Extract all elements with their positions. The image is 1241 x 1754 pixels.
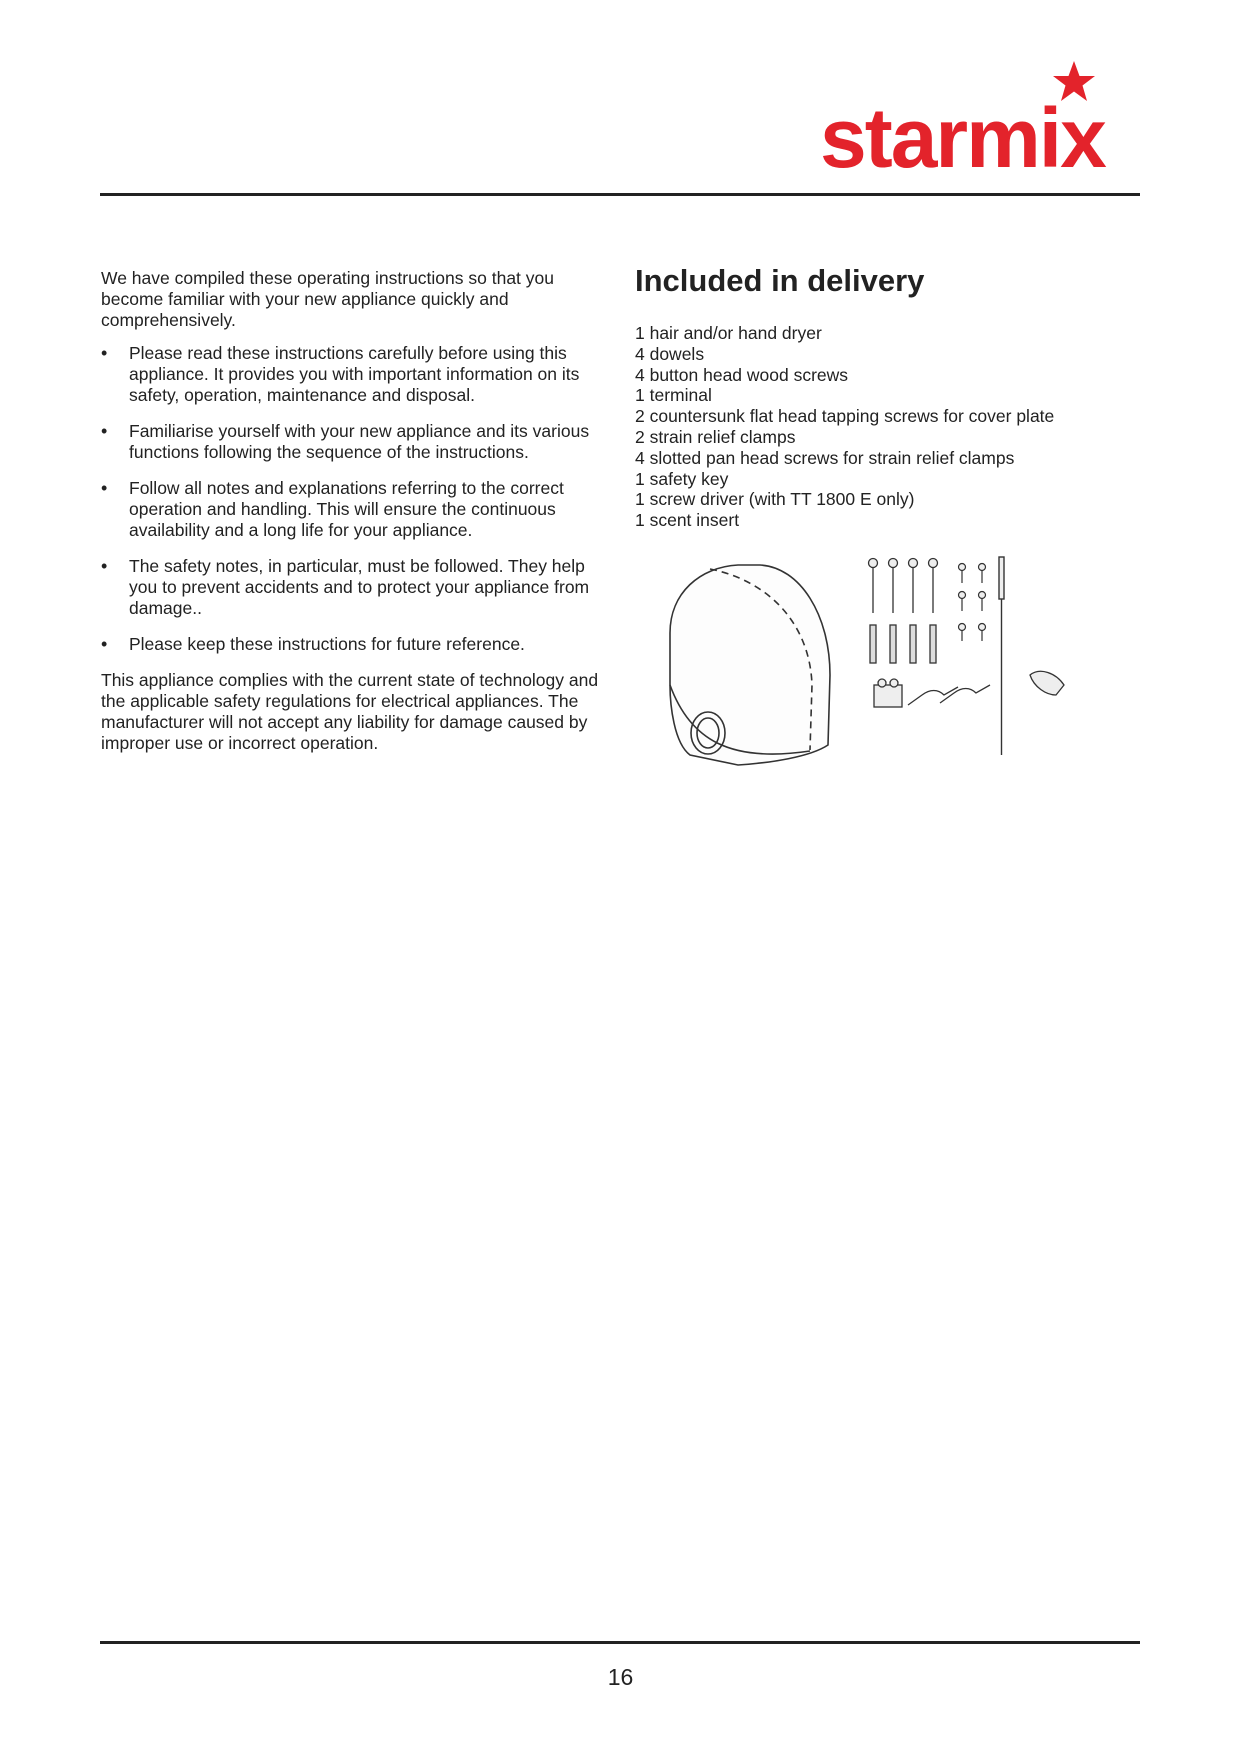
introduction-section [101, 268, 611, 754]
starmix-logo [820, 60, 1150, 185]
screwdriver-drawing [999, 557, 1004, 755]
delivery-item: 2 strain relief clamps [635, 426, 796, 447]
strain-relief-clamps-drawing [908, 685, 990, 705]
instruction-bullet-list [101, 343, 611, 655]
intro-paragraph: We have compiled these operating instructions so that you become familiar with your new appliance quickly and comprehensively. [101, 268, 554, 330]
delivery-item: 1 safety key [635, 468, 729, 489]
delivery-section [635, 262, 1135, 531]
small-screws-drawing [959, 564, 986, 642]
delivery-item: 4 slotted pan head screws for strain relief clamps [635, 447, 1015, 468]
page-number: 16 [607, 1664, 634, 1690]
brand-wordmark: starmix [820, 91, 1105, 185]
dowels-drawing [870, 625, 936, 663]
bullet-item: • Familiarise yourself with your new appliance and its various functions following the sequence of the instructions. [101, 421, 611, 463]
scent-insert-drawing [1030, 671, 1064, 695]
delivery-item: 2 countersunk flat head tapping screws for cover plate [635, 406, 1055, 427]
dryer-drawing [670, 565, 830, 765]
bullet-item: • Follow all notes and explanations referring to the correct operation and handling. This will ensure the continuous availability and a long life for your appliance. [101, 478, 611, 541]
compliance-paragraph: This appliance complies with the current state of technology and the applicable safety regulations for electrical appliances. The manufacturer will not accept any liability for damage caused by improper use or incorrect operation. [101, 670, 599, 753]
delivery-item-list [635, 323, 1135, 531]
delivery-item: 1 terminal [635, 385, 712, 406]
footer-divider [100, 1641, 1140, 1644]
delivery-item: 4 dowels [635, 343, 705, 364]
delivery-item: 1 hair and/or hand dryer [635, 323, 822, 343]
wood-screws-drawing [869, 559, 938, 614]
terminal-drawing [874, 679, 902, 707]
bullet-item: • Please keep these instructions for future reference. [101, 634, 611, 655]
header-divider [100, 193, 1140, 196]
delivery-heading: Included in delivery [635, 263, 925, 298]
delivery-item: 1 screw driver (with TT 1800 E only) [635, 489, 915, 510]
bullet-item: • Please read these instructions carefully before using this appliance. It provides you with important information on its safety, operation, maintenance and disposal. [101, 343, 611, 406]
delivery-item: 1 scent insert [635, 510, 740, 531]
delivery-item: 4 button head wood screws [635, 364, 849, 385]
bullet-item: • The safety notes, in particular, must be followed. They help you to prevent accidents and to protect your appliance from damage.. [101, 556, 611, 619]
delivery-contents-illustration [660, 555, 1100, 815]
